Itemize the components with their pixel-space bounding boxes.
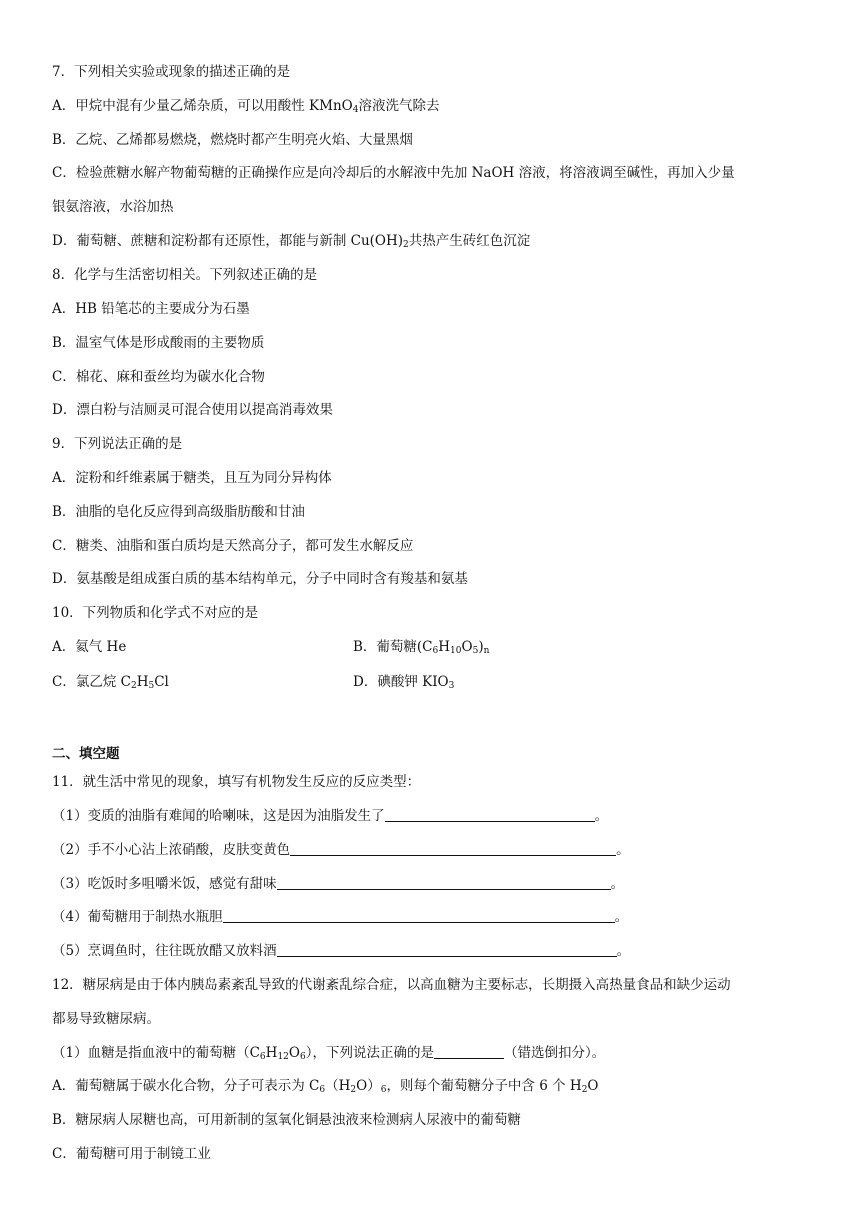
q10-option-b: B．葡萄糖$(C_6H_{10}O_5)_n$ bbox=[353, 639, 490, 656]
answer-blank[interactable] bbox=[223, 909, 615, 923]
q8-option-b: B．温室气体是形成酸雨的主要物质 bbox=[52, 335, 265, 351]
q10-option-c: C．氯乙烷 $C_2H_5Cl$ bbox=[52, 674, 169, 691]
q10-stem: 10．下列物质和化学式不对应的是 bbox=[52, 605, 259, 621]
q7-option-b: B．乙烷、乙烯都易燃烧，燃烧时都产生明亮火焰、大量黑烟 bbox=[52, 132, 413, 148]
q9-option-c: C．糖类、油脂和蛋白质均是天然高分子，都可发生水解反应 bbox=[52, 538, 414, 554]
q12-option-b: B．糖尿病人尿糖也高，可用新制的氢氧化铜悬浊液来检测病人尿液中的葡萄糖 bbox=[52, 1112, 521, 1128]
q12-part1: （1）血糖是指血液中的葡萄糖$(C_6H_{12}O_6)$，下列说法正确的是 （错选倒扣分）。 bbox=[52, 1045, 606, 1062]
q11-stem: 11．就生活中常见的现象，填写有机物发生反应的反应类型： bbox=[52, 774, 421, 790]
q8-option-a: A．HB 铅笔芯的主要成分为石墨 bbox=[52, 301, 250, 317]
q10-option-d: D．碘酸钾 $KIO_3$ bbox=[353, 674, 455, 691]
answer-blank[interactable] bbox=[277, 876, 611, 890]
q9-option-b: B．油脂的皂化反应得到高级脂肪酸和甘油 bbox=[52, 504, 305, 520]
q9-option-d: D．氨基酸是组成蛋白质的基本结构单元，分子中同时含有羧基和氨基 bbox=[52, 571, 468, 587]
q8-option-c: C．棉花、麻和蚕丝均为碳水化合物 bbox=[52, 369, 265, 385]
q7-option-a: A．甲烷中混有少量乙烯杂质，可以用酸性 KMnO$_4$溶液洗气除去 bbox=[52, 98, 440, 115]
answer-blank[interactable] bbox=[290, 842, 616, 856]
q8-option-d: D．漂白粉与洁厕灵可混合使用以提高消毒效果 bbox=[52, 402, 333, 418]
q9-stem: 9．下列说法正确的是 bbox=[52, 436, 183, 452]
q11-part1: （1）变质的油脂有难闻的哈喇味，这是因为油脂发生了 。 bbox=[52, 808, 609, 824]
answer-blank[interactable] bbox=[434, 1045, 504, 1059]
q7-option-c-line2: 银氨溶液，水浴加热 bbox=[52, 199, 174, 215]
q12-option-c: C．葡萄糖可用于制镜工业 bbox=[52, 1146, 211, 1162]
q9-option-a: A．淀粉和纤维素属于糖类，且互为同分异构体 bbox=[52, 470, 332, 486]
q12-option-a: A．葡萄糖属于碳水化合物，分子可表示为 $C_6(H_2O)_6$，则每个葡萄糖分子中含 6 个 $H_2O$ bbox=[52, 1078, 599, 1095]
q8-stem: 8．化学与生活密切相关。下列叙述正确的是 bbox=[52, 267, 318, 283]
q7-option-c-line1: C．检验蔗糖水解产物葡萄糖的正确操作应是向冷却后的水解液中先加 NaOH 溶液，将溶液调至碱性，再加入少量 bbox=[52, 165, 735, 181]
q12-stem-line2: 都易导致糖尿病。 bbox=[52, 1011, 160, 1027]
q7-stem: 7．下列相关实验或现象的描述正确的是 bbox=[52, 64, 291, 80]
answer-blank[interactable] bbox=[277, 943, 617, 957]
q12-stem-line1: 12．糖尿病是由于体内胰岛素紊乱导致的代谢紊乱综合症，以高血糖为主要标志，长期摄入高热量食品和缺少运动 bbox=[52, 977, 731, 993]
q11-part2: （2）手不小心沾上浓硝酸，皮肤变黄色 。 bbox=[52, 842, 630, 858]
q11-part5: （5）烹调鱼时，往往既放醋又放料酒 。 bbox=[52, 943, 631, 959]
q11-part4: （4）葡萄糖用于制热水瓶胆 。 bbox=[52, 909, 629, 925]
section-heading: 二、填空题 bbox=[52, 746, 120, 762]
answer-blank[interactable] bbox=[385, 808, 595, 822]
q10-option-a: A．氦气 He bbox=[52, 639, 127, 655]
q11-part3: （3）吃饭时多咀嚼米饭，感觉有甜味 。 bbox=[52, 876, 625, 892]
q7-option-d: D．葡萄糖、蔗糖和淀粉都有还原性，都能与新制 $Cu(OH)_2$共热产生砖红色沉淀 bbox=[52, 233, 531, 250]
